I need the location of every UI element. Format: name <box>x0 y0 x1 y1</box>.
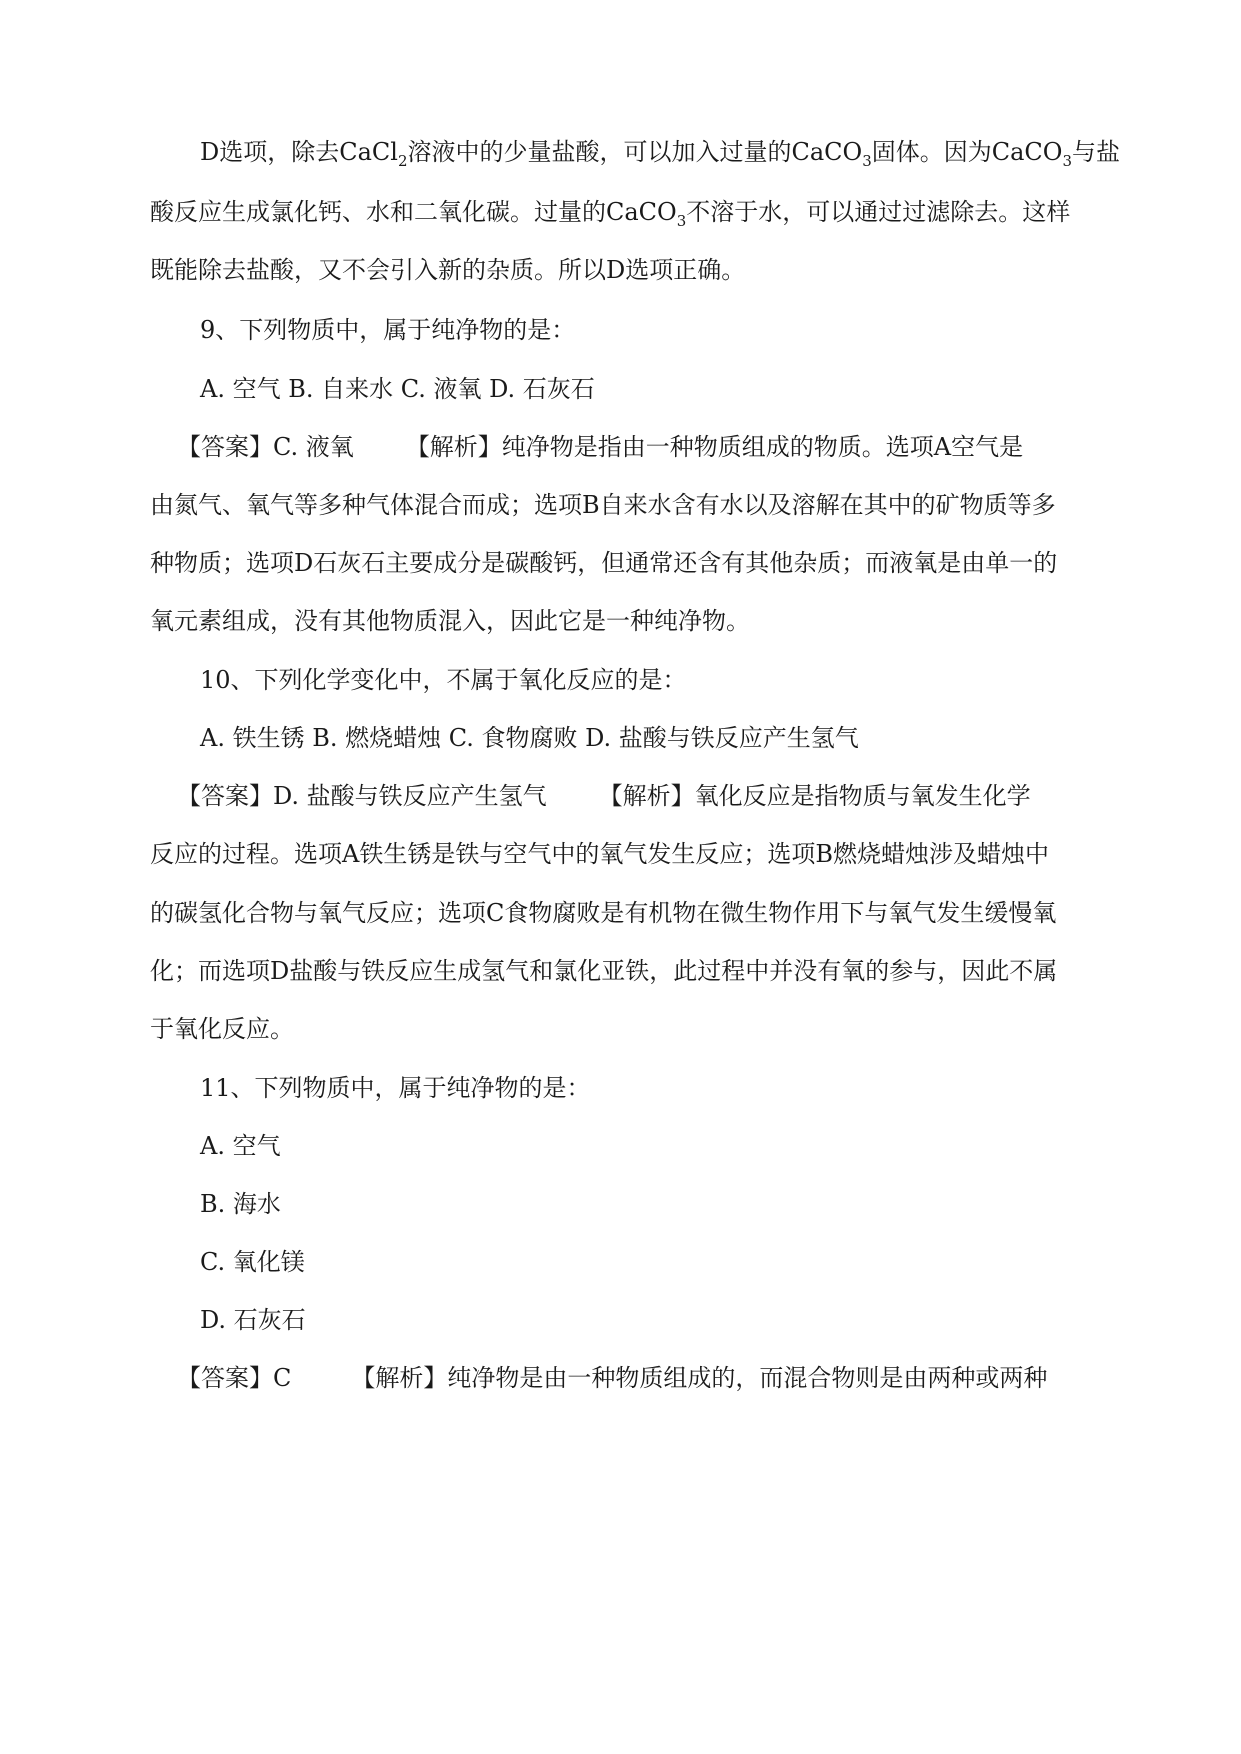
question-10-answer-line <box>177 781 1031 811</box>
question-9-stem: 9、下列物质中，属于纯净物的是： <box>200 316 576 344</box>
question-11-option-c: C. 氧化镁 <box>200 1248 305 1276</box>
question-11-option-a: A. 空气 <box>200 1132 281 1160</box>
text-run: 固体。因为CaCO <box>871 138 1063 166</box>
question-10-analysis-line: 的碳氢化合物与氧气反应；选项C食物腐败是有机物在微生物作用下与氧气发生缓慢氧 <box>150 899 1057 927</box>
question-10-analysis-line: 于氧化反应。 <box>150 1015 294 1043</box>
analysis-start: 【解析】纯净物是指由一种物质组成的物质。选项A空气是 <box>405 433 1024 461</box>
question-9-analysis-line: 由氮气、氧气等多种气体混合而成；选项B自来水含有水以及溶解在其中的矿物质等多 <box>150 491 1056 519</box>
subscript: 3 <box>862 152 872 170</box>
analysis-start: 【解析】氧化反应是指物质与氧发生化学 <box>598 782 1031 810</box>
text-run: 不溶于水，可以通过过滤除去。这样 <box>686 198 1071 226</box>
answer-label: 【答案】C. 液氧 <box>177 433 354 461</box>
question-9-answer-line <box>177 432 1023 462</box>
answer-label: 【答案】D. 盐酸与铁反应产生氢气 <box>177 782 547 810</box>
question-10-options: A. 铁生锈 B. 燃烧蜡烛 C. 食物腐败 D. 盐酸与铁反应产生氢气 <box>200 724 859 752</box>
question-9-options: A. 空气 B. 自来水 C. 液氧 D. 石灰石 <box>200 375 595 403</box>
question-10-analysis-line: 反应的过程。选项A铁生锈是铁与空气中的氧气发生反应；选项B燃烧蜡烛涉及蜡烛中 <box>150 840 1049 868</box>
question-11-stem: 11、下列物质中，属于纯净物的是： <box>200 1074 591 1102</box>
text-run: D选项，除去CaCl <box>200 138 398 166</box>
subscript: 3 <box>1062 152 1073 170</box>
text-run: 溶液中的少量盐酸，可以加入过量的CaCO <box>407 138 863 166</box>
question-11-answer-line <box>177 1363 1047 1393</box>
question-10-stem: 10、下列化学变化中，不属于氧化反应的是： <box>200 666 687 694</box>
paragraph-d-line-1 <box>200 137 1121 170</box>
paragraph-d-line-2 <box>150 197 1071 230</box>
answer-label: 【答案】C <box>177 1364 292 1392</box>
question-9-analysis-line: 种物质；选项D石灰石主要成分是碳酸钙，但通常还含有其他杂质；而液氧是由单一的 <box>150 549 1058 577</box>
paragraph-d-line-3: 既能除去盐酸，又不会引入新的杂质。所以D选项正确。 <box>150 256 746 284</box>
analysis-start: 【解析】纯净物是由一种物质组成的，而混合物则是由两种或两种 <box>351 1364 1048 1392</box>
subscript: 2 <box>397 152 408 170</box>
question-11-option-b: B. 海水 <box>200 1190 281 1218</box>
text-run: 与盐 <box>1072 138 1121 166</box>
text-run: 酸反应生成氯化钙、水和二氧化碳。过量的CaCO <box>150 198 677 226</box>
subscript: 3 <box>676 212 687 230</box>
question-10-analysis-line: 化；而选项D盐酸与铁反应生成氢气和氯化亚铁，此过程中并没有氧的参与，因此不属 <box>150 957 1058 985</box>
question-9-analysis-line: 氧元素组成，没有其他物质混入，因此它是一种纯净物。 <box>150 607 750 635</box>
question-11-option-d: D. 石灰石 <box>200 1306 306 1334</box>
